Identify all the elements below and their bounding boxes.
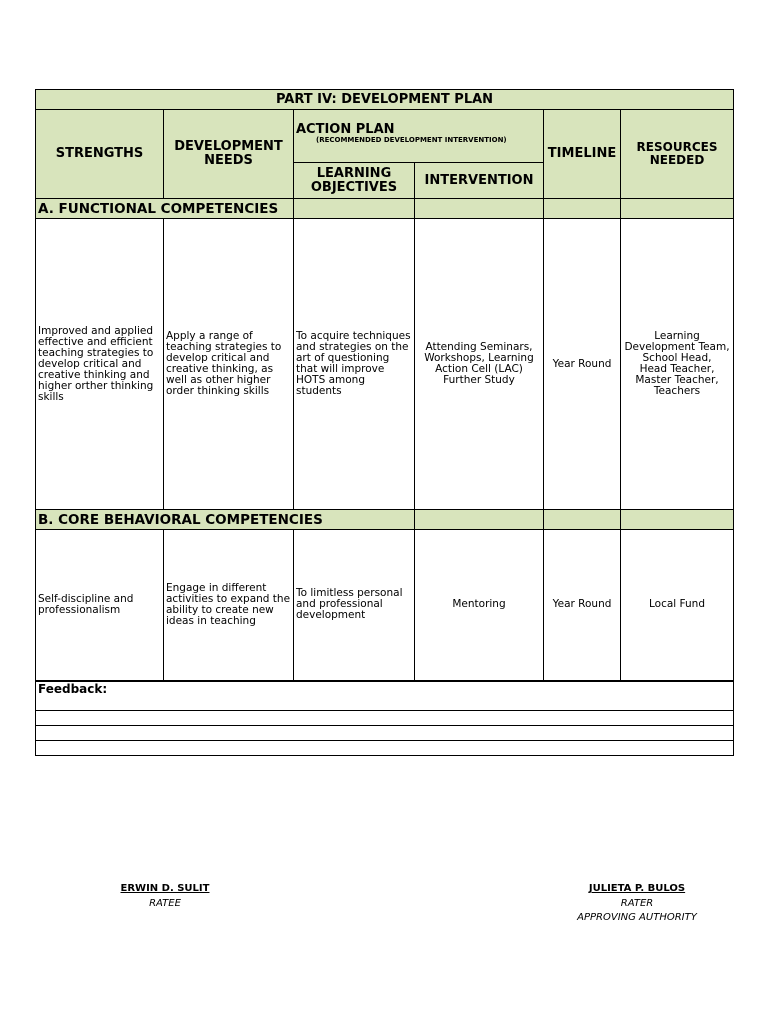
development-plan-sheet (35, 89, 733, 756)
table-row (36, 219, 734, 510)
intervention-cell: Mentoring (415, 530, 544, 681)
timeline-cell: Year Round (544, 530, 621, 681)
section-functional (36, 199, 734, 219)
section-core-behavioral (36, 510, 734, 530)
feedback-line[interactable] (36, 740, 734, 755)
strengths-cell: Self-discipline and professionalism (36, 530, 164, 681)
feedback-label: Feedback: (36, 681, 734, 711)
header-action-plan (294, 110, 544, 163)
ratee-role: RATEE (149, 898, 181, 909)
ratee-name: ERWIN D. SULIT (120, 883, 210, 894)
header-intervention: INTERVENTION (415, 163, 544, 199)
approving-authority-role: APPROVING AUTHORITY (577, 912, 697, 923)
header-resources-needed: RESOURCES NEEDED (621, 110, 734, 199)
development-needs-cell: Apply a range of teaching strategies to develop critical and creative thinking, as well as other higher order thinking skills (164, 219, 294, 510)
feedback-line[interactable] (36, 725, 734, 740)
plan-title: PART IV: DEVELOPMENT PLAN (36, 90, 734, 110)
action-plan-label: ACTION PLAN (296, 122, 395, 137)
action-plan-sublabel: (RECOMMENDED DEVELOPMENT INTERVENTION) (316, 136, 507, 144)
table-row (36, 530, 734, 681)
ratee-signature-block (65, 883, 265, 909)
feedback-line[interactable] (36, 710, 734, 725)
resources-cell: Learning Development Team, School Head, Head Teacher, Master Teacher, Teachers (621, 219, 734, 510)
section-label: A. FUNCTIONAL COMPETENCIES (36, 199, 294, 219)
header-timeline: TIMELINE (544, 110, 621, 199)
development-plan-table (35, 89, 734, 756)
timeline-cell: Year Round (544, 219, 621, 510)
rater-signature-block (537, 883, 737, 923)
header-learning-objectives: LEARNING OBJECTIVES (294, 163, 415, 199)
rater-role: RATER (620, 898, 654, 909)
learning-objectives-cell: To acquire techniques and strategies on the art of questioning that will improve HOTS among students (294, 219, 415, 510)
rater-name: JULIETA P. BULOS (588, 883, 686, 894)
header-development-needs: DEVELOPMENT NEEDS (164, 110, 294, 199)
intervention-cell: Attending Seminars, Workshops, Learning Action Cell (LAC) Further Study (415, 219, 544, 510)
learning-objectives-cell: To limitless personal and professional development (294, 530, 415, 681)
development-needs-cell: Engage in different activities to expand the ability to create new ideas in teaching (164, 530, 294, 681)
resources-cell: Local Fund (621, 530, 734, 681)
section-label: B. CORE BEHAVIORAL COMPETENCIES (36, 510, 415, 530)
header-strengths: STRENGTHS (36, 110, 164, 199)
strengths-cell: Improved and applied effective and efficient teaching strategies to develop critical and creative thinking and higher orther thinking skills (36, 219, 164, 510)
